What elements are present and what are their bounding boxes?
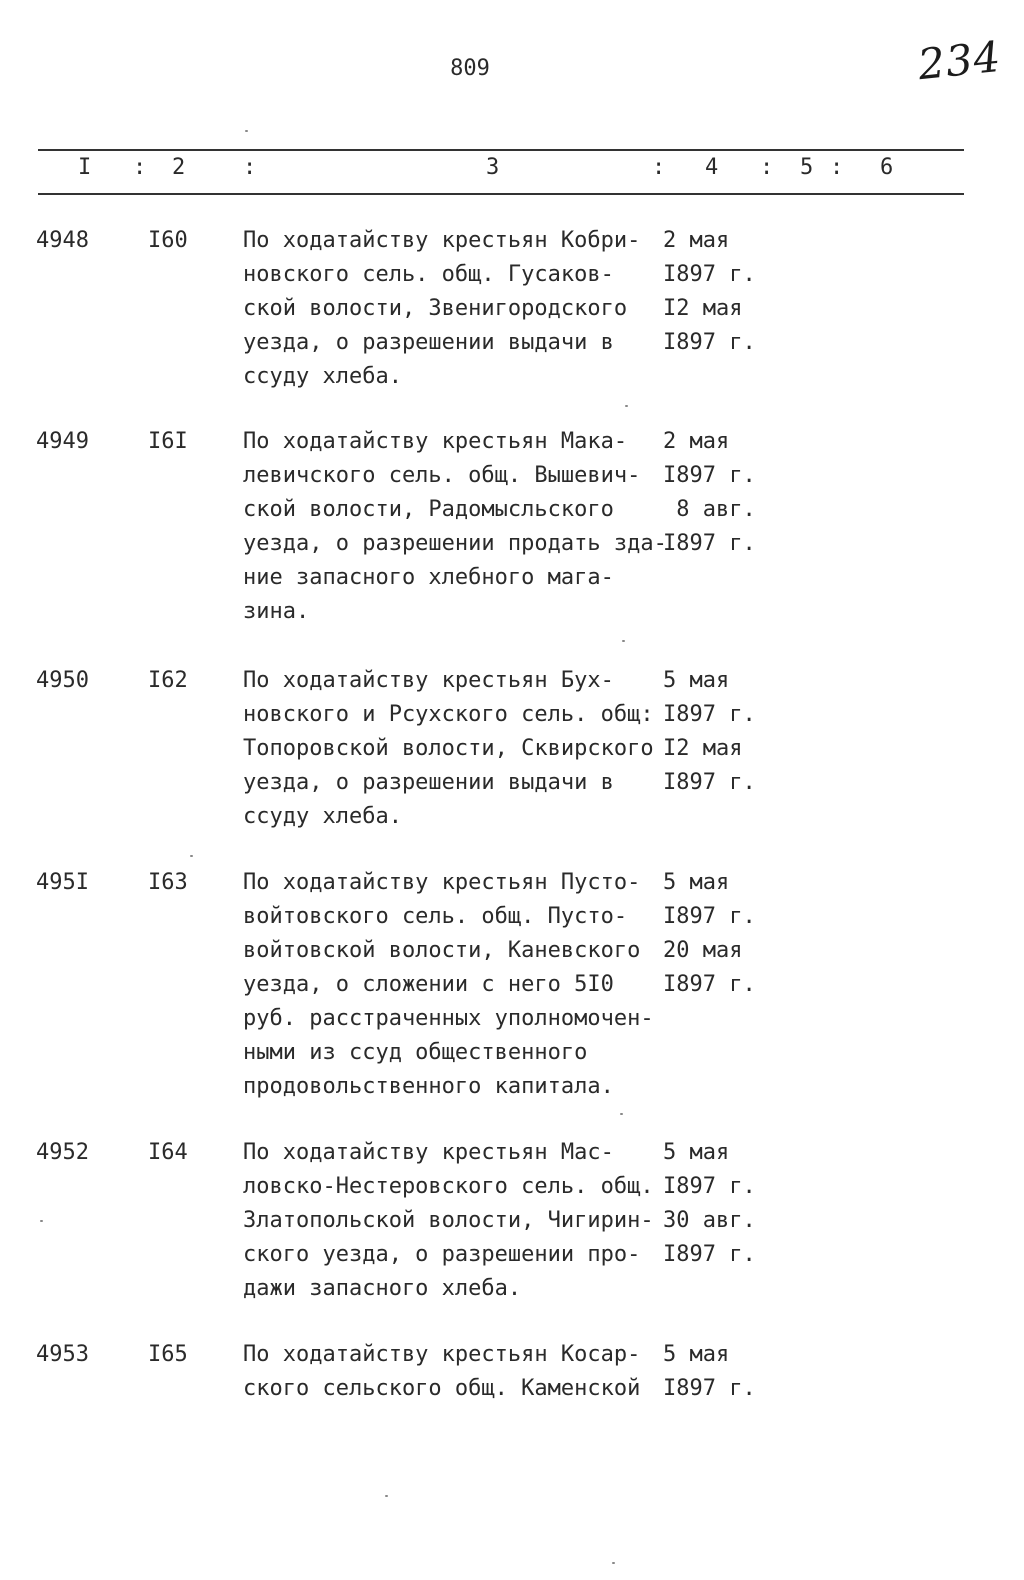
description-line: Топоровской волости, Сквирского — [243, 736, 654, 761]
entry-description — [243, 866, 673, 1104]
column-separator: : — [133, 155, 147, 180]
date-line: 2 мая — [663, 429, 730, 454]
column-separator: : — [243, 155, 257, 180]
archive-sheet-number: 234 — [915, 31, 1004, 90]
description-line: уезда, о разрешении продать зда- — [243, 531, 667, 556]
column-header-5: 5 — [800, 155, 814, 180]
description-line: Златопольской волости, Чигирин- — [243, 1208, 654, 1233]
date-line: 30 авг. — [663, 1208, 756, 1233]
scan-speck — [385, 1495, 388, 1497]
date-line: 2 мая — [663, 228, 730, 253]
entry-dates — [663, 866, 793, 1002]
description-line: руб. расстраченных уполномочен- — [243, 1006, 654, 1031]
description-line: левичского сель. общ. Вышевич- — [243, 463, 641, 488]
entry-number: 495I — [36, 870, 89, 895]
date-line: I897 г. — [663, 904, 756, 929]
entry-description — [243, 664, 673, 834]
description-line: войтовского сель. общ. Пусто- — [243, 904, 628, 929]
date-line: 5 мая — [663, 1140, 730, 1165]
entry-dates — [663, 1338, 793, 1406]
entry-number: 4949 — [36, 429, 89, 454]
description-line: По ходатайству крестьян Бух- — [243, 668, 614, 693]
description-line: дажи запасного хлеба. — [243, 1276, 522, 1301]
date-line: I897 г. — [663, 770, 756, 795]
page-number: 809 — [450, 56, 490, 81]
entry-number: 4953 — [36, 1342, 89, 1367]
description-line: ловско-Нестеровского сель. общ. — [243, 1174, 654, 1199]
column-header-6: 6 — [880, 155, 894, 180]
column-header-4: 4 — [705, 155, 719, 180]
column-separator: : — [830, 155, 844, 180]
file-number: I65 — [148, 1342, 188, 1367]
description-line: По ходатайству крестьян Мас- — [243, 1140, 614, 1165]
date-line: 5 мая — [663, 1342, 730, 1367]
entry-description — [243, 1338, 673, 1406]
scan-speck — [625, 405, 628, 407]
date-line: I897 г. — [663, 702, 756, 727]
date-line: I897 г. — [663, 463, 756, 488]
date-line: I897 г. — [663, 531, 756, 556]
description-line: По ходатайству крестьян Кобри- — [243, 228, 641, 253]
date-line: I897 г. — [663, 972, 756, 997]
description-line: ского сельского общ. Каменской — [243, 1376, 641, 1401]
description-line: ными из ссуд общественного — [243, 1040, 588, 1065]
entry-number: 4952 — [36, 1140, 89, 1165]
column-header-3: 3 — [486, 155, 500, 180]
description-line: По ходатайству крестьян Мака- — [243, 429, 628, 454]
scan-speck — [622, 640, 625, 642]
entry-description — [243, 1136, 673, 1306]
entry-number: 4950 — [36, 668, 89, 693]
date-line: I897 г. — [663, 262, 756, 287]
scan-speck — [40, 1220, 43, 1222]
description-line: По ходатайству крестьян Пусто- — [243, 870, 641, 895]
date-line: 8 авг. — [663, 497, 756, 522]
column-header-1: I — [78, 155, 92, 180]
description-line: войтовской волости, Каневского — [243, 938, 641, 963]
date-line: I897 г. — [663, 330, 756, 355]
description-line: уезда, о разрешении выдачи в — [243, 770, 614, 795]
description-line: ского уезда, о разрешении про- — [243, 1242, 641, 1267]
entry-dates — [663, 1136, 793, 1272]
description-line: новского сель. общ. Гусаков- — [243, 262, 614, 287]
file-number: I64 — [148, 1140, 188, 1165]
description-line: зина. — [243, 599, 310, 624]
date-line: I2 мая — [663, 296, 743, 321]
date-line: 5 мая — [663, 870, 730, 895]
column-separator: : — [652, 155, 666, 180]
header-top-rule — [38, 149, 964, 151]
description-line: продовольственного капитала. — [243, 1074, 614, 1099]
entry-dates — [663, 224, 793, 360]
description-line: новского и Рсухского сель. общ: — [243, 702, 654, 727]
header-bottom-rule — [38, 193, 964, 195]
date-line: 20 мая — [663, 938, 743, 963]
description-line: ние запасного хлебного мага- — [243, 565, 614, 590]
entry-dates — [663, 664, 793, 800]
file-number: I6I — [148, 429, 188, 454]
column-header-row — [0, 155, 1024, 189]
file-number: I60 — [148, 228, 188, 253]
description-line: ской волости, Радомысльского — [243, 497, 614, 522]
scan-speck — [190, 855, 193, 857]
entry-dates — [663, 425, 793, 561]
column-header-2: 2 — [172, 155, 186, 180]
date-line: I897 г. — [663, 1242, 756, 1267]
file-number: I63 — [148, 870, 188, 895]
date-line: I897 г. — [663, 1174, 756, 1199]
date-line: I897 г. — [663, 1376, 756, 1401]
date-line: I2 мая — [663, 736, 743, 761]
scan-speck — [620, 1113, 623, 1115]
description-line: ссуду хлеба. — [243, 804, 402, 829]
description-line: уезда, о сложении с него 5I0 — [243, 972, 614, 997]
entry-description — [243, 224, 673, 394]
entry-number: 4948 — [36, 228, 89, 253]
date-line: 5 мая — [663, 668, 730, 693]
description-line: уезда, о разрешении выдачи в — [243, 330, 614, 355]
scan-speck — [612, 1562, 615, 1564]
column-separator: : — [760, 155, 774, 180]
file-number: I62 — [148, 668, 188, 693]
entry-description — [243, 425, 673, 629]
description-line: ссуду хлеба. — [243, 364, 402, 389]
description-line: По ходатайству крестьян Косар- — [243, 1342, 641, 1367]
description-line: ской волости, Звенигородского — [243, 296, 628, 321]
scan-speck — [245, 130, 248, 132]
